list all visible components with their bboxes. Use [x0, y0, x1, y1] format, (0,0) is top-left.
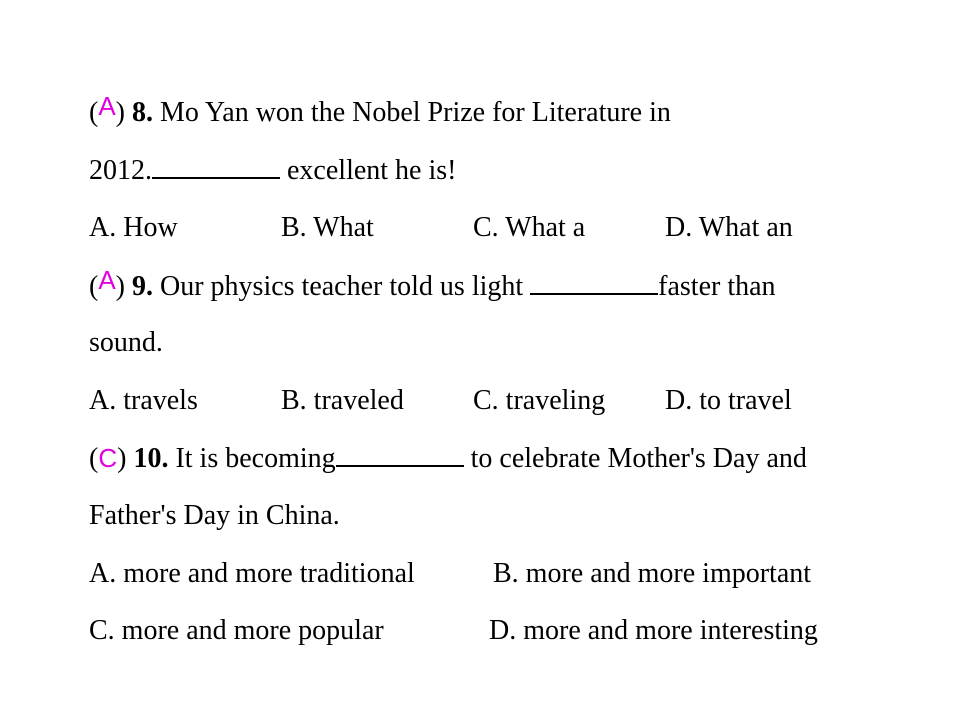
question-8-line-2: [89, 153, 456, 188]
question-9-line-2: [89, 326, 163, 360]
answer-9: A: [98, 265, 116, 295]
question-10-text-2: to celebrate Mother's Day and: [463, 443, 807, 474]
question-8-text-2: 2012.: [89, 155, 152, 186]
option-8-c: C. What a: [473, 212, 586, 243]
question-10-line-1: [89, 441, 807, 476]
option-9-a: A. travels: [89, 385, 198, 416]
question-9-text-2: faster than: [658, 271, 776, 302]
close-paren: ): [115, 271, 125, 302]
question-8-text-1: Mo Yan won the Nobel Prize for Literature in: [153, 97, 671, 128]
answer-10: C: [98, 443, 118, 473]
option-10-b: B. more and more important: [493, 558, 812, 589]
option-8-b: B. What: [281, 212, 374, 243]
open-paren: (: [89, 97, 99, 128]
question-8-text-3: excellent he is!: [280, 155, 457, 186]
option-10-d: D. more and more interesting: [489, 615, 818, 646]
answer-blank-10: [336, 441, 464, 467]
question-10-text-3: Father's Day in China.: [89, 500, 340, 531]
question-10-text-1: It is becoming: [168, 443, 336, 474]
question-9-line-1: [89, 265, 776, 304]
option-10-c: C. more and more popular: [89, 615, 384, 646]
option-10-a: A. more and more traditional: [89, 558, 415, 589]
answer-8: A: [98, 91, 116, 121]
question-number-9: 9.: [132, 271, 153, 302]
question-10-line-2: [89, 499, 340, 533]
open-paren: (: [89, 271, 99, 302]
question-9-text-1: Our physics teacher told us light: [153, 271, 531, 302]
option-8-d: D. What an: [665, 212, 793, 243]
close-paren: ): [115, 97, 125, 128]
question-9-text-3: sound.: [89, 327, 163, 358]
option-9-c: C. traveling: [473, 385, 606, 416]
option-8-a: A. How: [89, 212, 178, 243]
answer-blank-9: [530, 269, 658, 295]
option-9-b: B. traveled: [281, 385, 404, 416]
question-number-8: 8.: [132, 97, 153, 128]
question-8-line-1: [89, 91, 671, 130]
answer-blank-8: [152, 153, 280, 179]
question-number-10: 10.: [133, 443, 169, 474]
open-paren: (: [89, 443, 99, 474]
option-9-d: D. to travel: [665, 385, 792, 416]
close-paren: ): [117, 443, 127, 474]
